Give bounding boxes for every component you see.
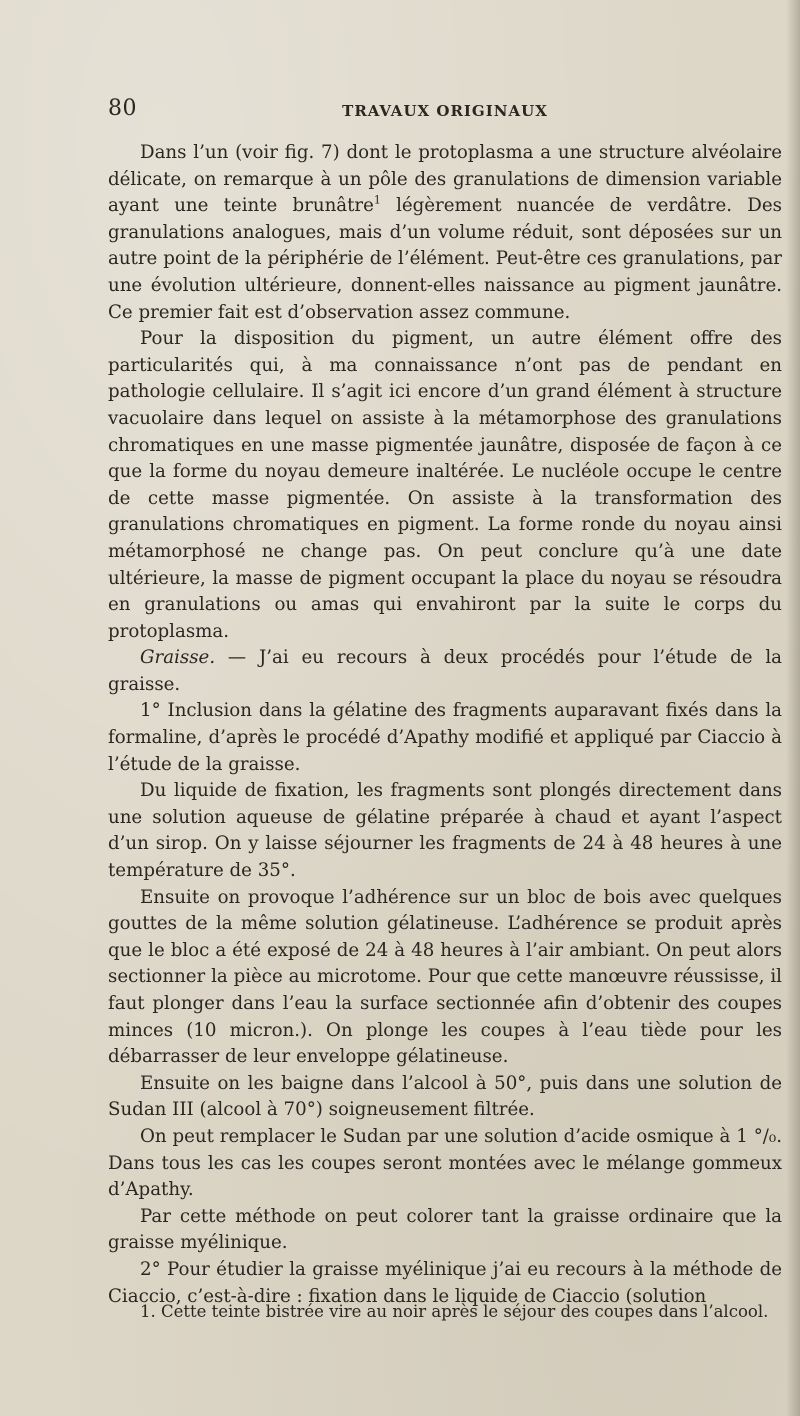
paragraph: Par cette méthode on peut colorer tant la graisse ordinaire que la graisse myélinique.: [108, 1205, 782, 1254]
page-edge-shadow: [786, 0, 800, 1416]
footnote: [108, 1300, 782, 1324]
paragraph: 1° Inclusion dans la gélatine des fragments auparavant fixés dans la formaline, d’après le procédé d’Apathy modifié et appliqué par Ciaccio à l’étude de la graisse.: [108, 700, 782, 775]
footnote-text: 1. Cette teinte bistrée vire au noir après le séjour des coupes dans l’alcool.: [140, 1302, 769, 1321]
paragraph: On peut remplacer le Sudan par une solution d’acide osmique à 1 °/₀. Dans tous les cas les coupes seront montées avec le mélange gommeux d’Apathy.: [108, 1125, 782, 1201]
running-title: TRAVAUX ORIGINAUX: [342, 102, 548, 120]
page-header: [108, 96, 782, 126]
body-text: [108, 140, 782, 1310]
footnote-ref: 1: [373, 193, 381, 207]
paragraph: Du liquide de fixation, les fragments sont plongés directement dans une solution aqueuse de gélatine préparée à chaud et ayant l’aspect d’un sirop. On y laisse séjourner les fragments de 24 à 48 heures à une température de 35°.: [108, 780, 782, 882]
page-number: 80: [108, 96, 137, 121]
paragraph: Ensuite on provoque l’adhérence sur un bloc de bois avec quelques gouttes de la même solution gélatineuse. L’adhérence se produit après que le bloc a été exposé de 24 à 48 heures à l’air ambiant. On peut alors sectionner la pièce au microtome. Pour que cette manœuvre réussisse, il faut plonger dans l’eau la surface sectionnée afin d’obtenir des coupes minces (10 micron.). On plonge les coupes à l’eau tiède pour les débarrasser de leur enveloppe gélatineuse.: [108, 886, 782, 1068]
section-label: Graisse.: [140, 647, 216, 669]
paragraph: Graisse. — J’ai eu recours à deux procédés pour l’étude de la graisse.: [108, 647, 782, 695]
paragraph: Ensuite on les baigne dans l’alcool à 50°, puis dans une solution de Sudan III (alcool à 70°) soigneusement filtrée.: [108, 1072, 782, 1121]
paragraph: 2° Pour étudier la graisse myélinique j’ai eu recours à la méthode de Ciaccio, c’est-à-dire : fixation dans le liquide de Ciaccio (solution: [108, 1258, 782, 1307]
paragraph: Dans l’un (voir fig. 7) dont le protoplasma a une structure alvéolaire délicate, on remarque à un pôle des granulations de dimension variable ayant une teinte brunâtre$^1$ légèrement nuancée de verdâtre. Des granulations analogues, mais d’un volume réduit, sont déposées sur un autre point de la périphérie de l’élément. Peut-être ces granulations, par une évolution ultérieure, donnent-elles naissance au pigment jaunâtre. Ce premier fait est d’observation assez commune.: [108, 142, 782, 323]
paragraph: Pour la disposition du pigment, un autre élément offre des particularités qui, à ma connaissance n’ont pas de pendant en pathologie cellulaire. Il s’agit ici encore d’un grand élément à structure vacuolaire dans lequel on assiste à la métamorphose des granulations chromatiques en une masse pigmentée jaunâtre, disposée de façon à ce que la forme du noyau demeure inaltérée. Le nucléole occupe le centre de cette masse pigmentée. On assiste à la transformation des granulations chromatiques en pigment. La forme ronde du noyau ainsi métamorphosé ne change pas. On peut conclure qu’à une date ultérieure, la masse de pigment occupant la place du noyau se résoudra en granulations ou amas qui envahiront par la suite le corps du protoplasma.: [108, 328, 782, 642]
